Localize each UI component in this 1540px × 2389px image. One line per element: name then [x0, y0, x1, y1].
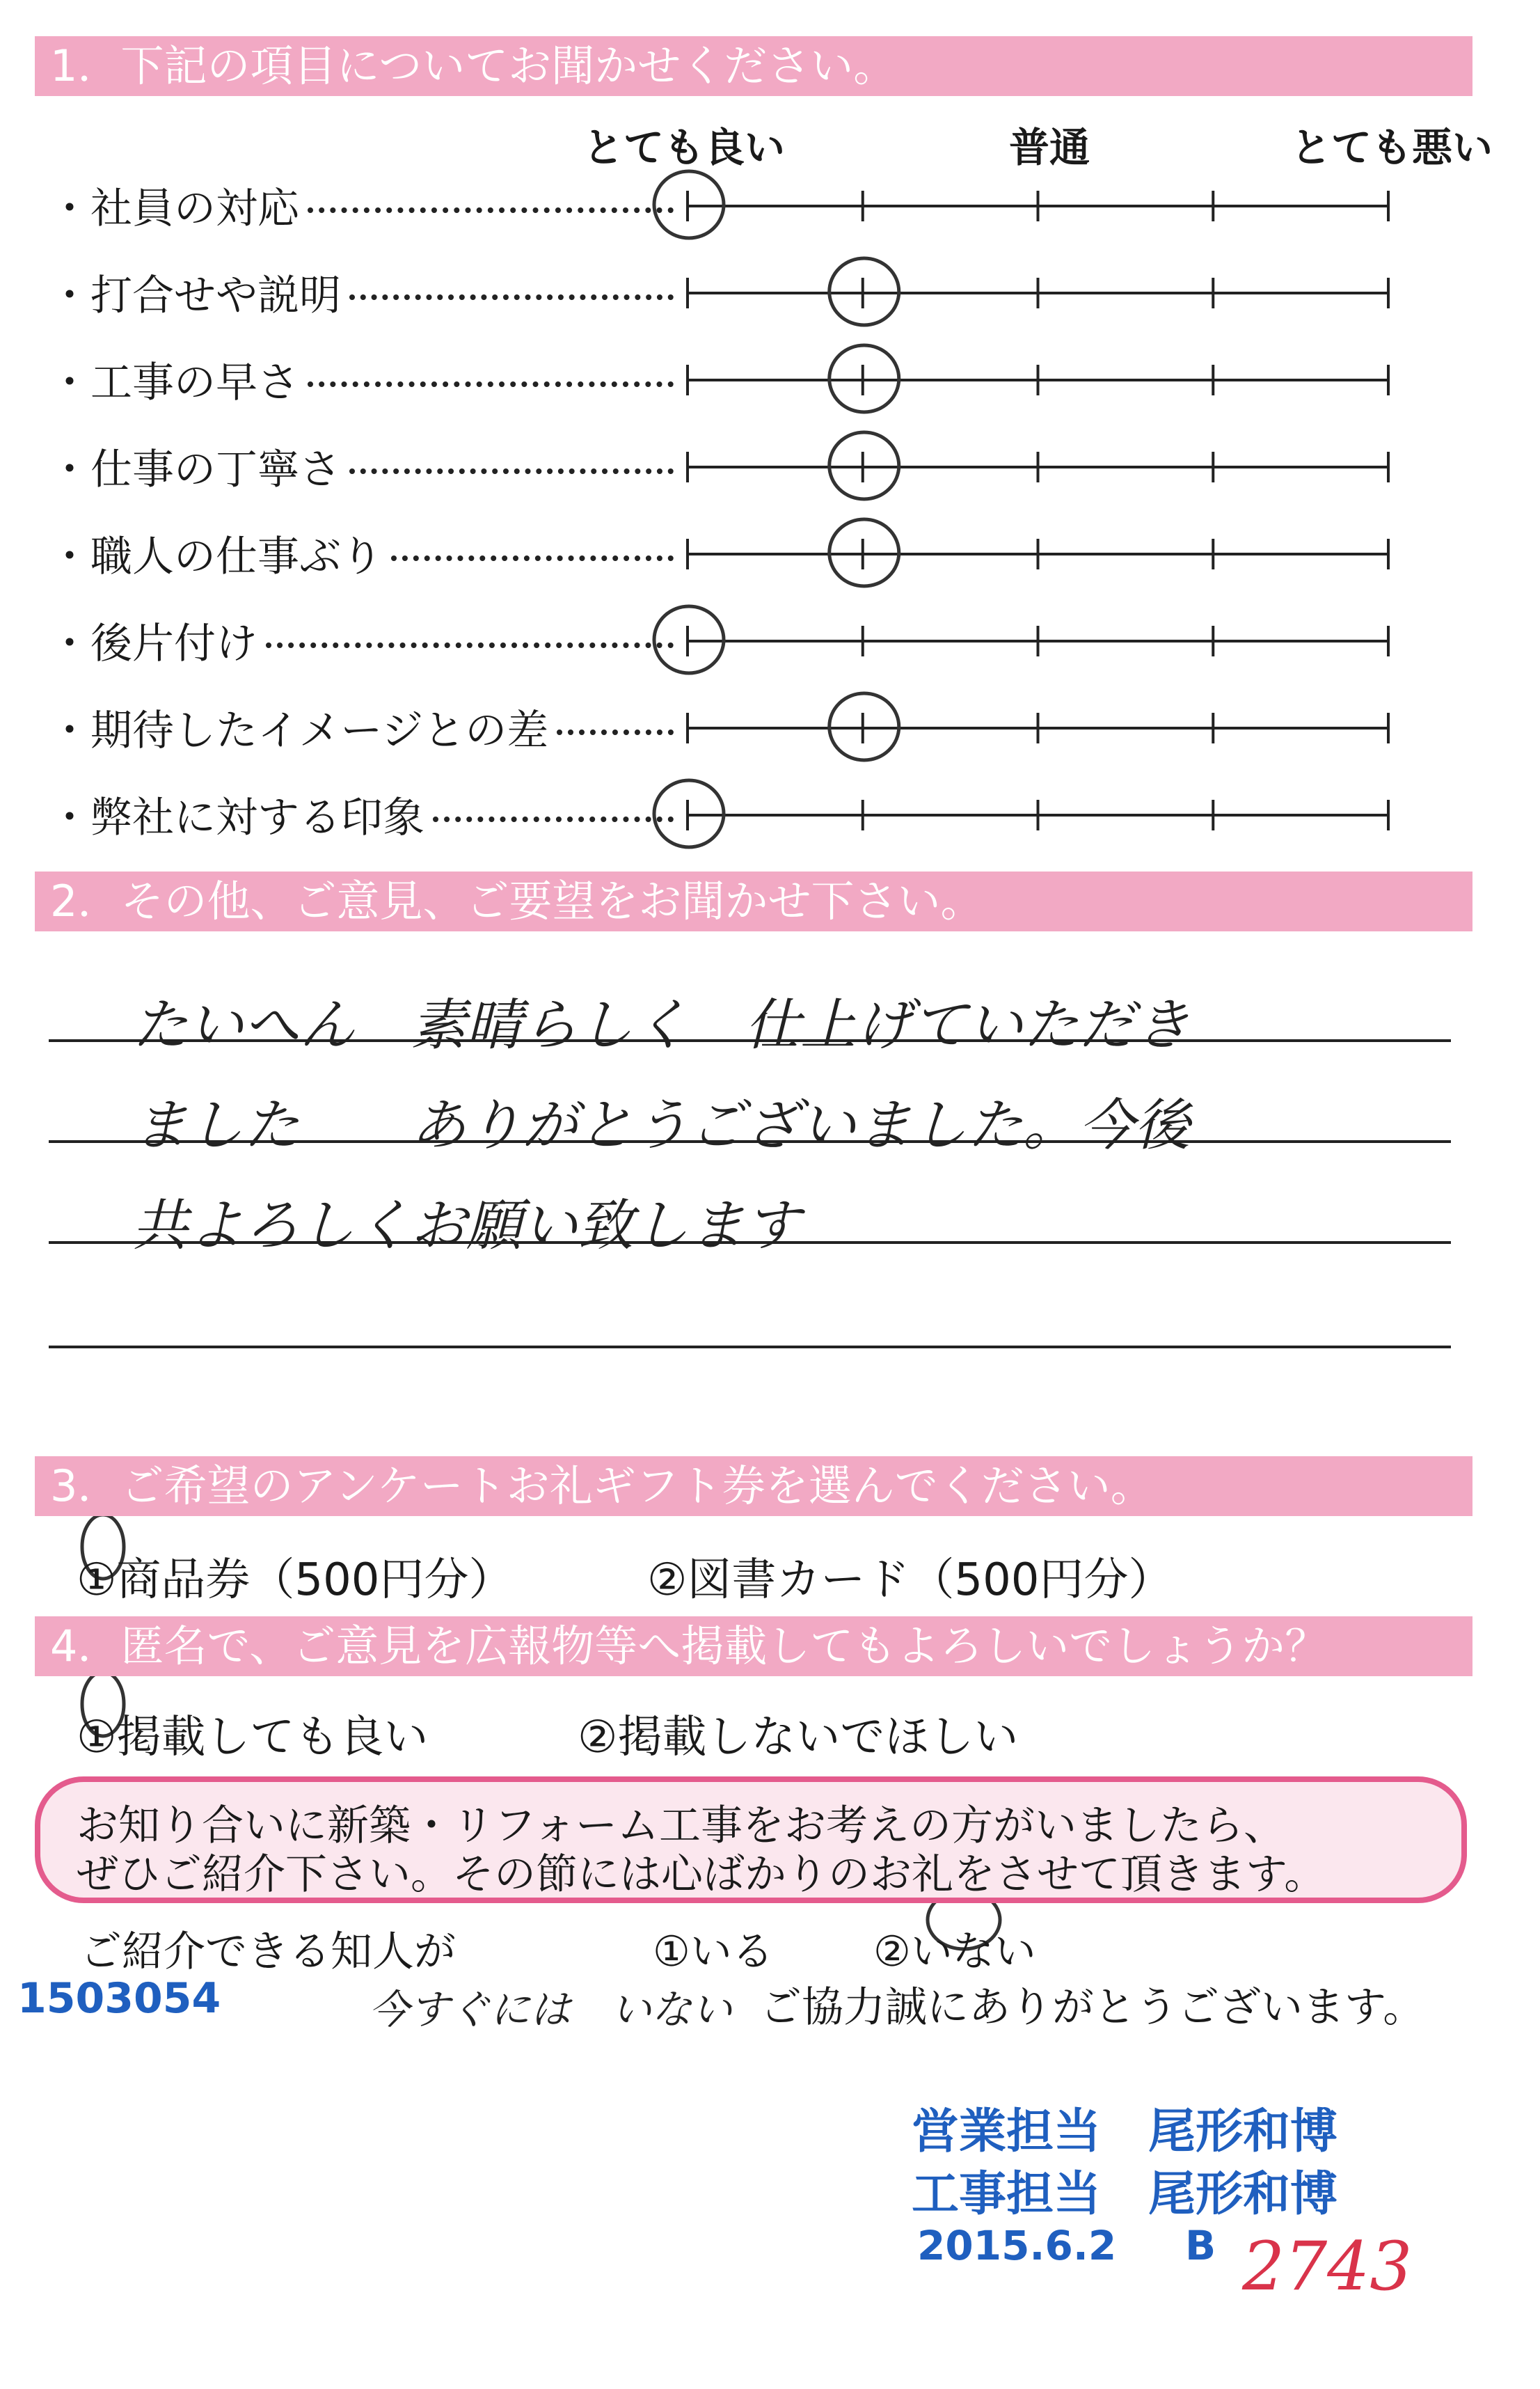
- question-label: ・期待したイメージとの差: [49, 707, 549, 755]
- sales-name: 尾形和博: [1148, 2104, 1338, 2159]
- question-label: ・職人の仕事ぶり: [49, 533, 383, 581]
- comment-line-1: たいへん 素晴らしく 仕上げていただき: [132, 993, 1190, 1057]
- gift-option-2[interactable]: ②図書カード（500円分）: [647, 1554, 1173, 1606]
- publish-option-1[interactable]: ①掲載しても良い: [77, 1712, 429, 1763]
- works-name: 尾形和博: [1148, 2167, 1338, 2222]
- referral-question: ご紹介できる知人が: [80, 1927, 456, 1976]
- referral-line-1: お知り合いに新築・リフォーム工事をお考えの方がいましたら、: [77, 1801, 1285, 1850]
- question-label: ・仕事の丁寧さ: [49, 446, 341, 494]
- handwritten-number: 2743: [1242, 2228, 1413, 2305]
- referral-line-2: ぜひご紹介下さい。その節には心ばかりのお礼をさせて頂きます。: [77, 1850, 1326, 1899]
- section3-header: 3．ご希望のアンケートお礼ギフト券を選んでください。: [35, 1456, 1472, 1516]
- scale-worst-label: とても悪い: [1291, 124, 1493, 171]
- referral-handwritten-note: 今すぐには いない: [369, 1986, 733, 2033]
- gift-option-1[interactable]: ①商品券（500円分）: [77, 1554, 514, 1606]
- question-label: ・打合せや説明: [49, 271, 341, 320]
- scale-middle-label: 普通: [1009, 124, 1090, 171]
- date-stamp: 2015.6.2: [917, 2222, 1117, 2269]
- question-label: ・工事の早さ: [49, 358, 299, 407]
- comment-line-3: 共よろしくお願い致します: [132, 1193, 800, 1258]
- question-label: ・弊社に対する印象: [49, 794, 424, 842]
- comment-line-2: ました ありがとうございました。今後: [132, 1093, 1190, 1158]
- sales-label: 営業担当: [912, 2104, 1102, 2159]
- works-label: 工事担当: [912, 2167, 1102, 2222]
- referral-option-2[interactable]: ②いない: [873, 1927, 1036, 1976]
- question-label: ・後片付け: [49, 620, 257, 668]
- question-label: ・社員の対応: [49, 184, 299, 233]
- section1-header: 1．下記の項目についてお聞かせください。: [35, 36, 1472, 96]
- section2-header: 2．その他、ご意見、ご要望をお聞かせ下さい。: [35, 872, 1472, 931]
- scale-best-label: とても良い: [583, 124, 786, 171]
- thanks-text: ご協力誠にありがとうございます。: [760, 1983, 1425, 2032]
- form-id-number: 1503054: [17, 1974, 221, 2023]
- section4-header: 4．匿名で、ご意見を広報物等へ掲載してもよろしいでしょうか？: [35, 1616, 1472, 1676]
- publish-option-2[interactable]: ②掲載しないでほしい: [578, 1712, 1019, 1763]
- referral-option-1[interactable]: ①いる: [653, 1927, 774, 1976]
- grade-stamp: B: [1185, 2222, 1216, 2269]
